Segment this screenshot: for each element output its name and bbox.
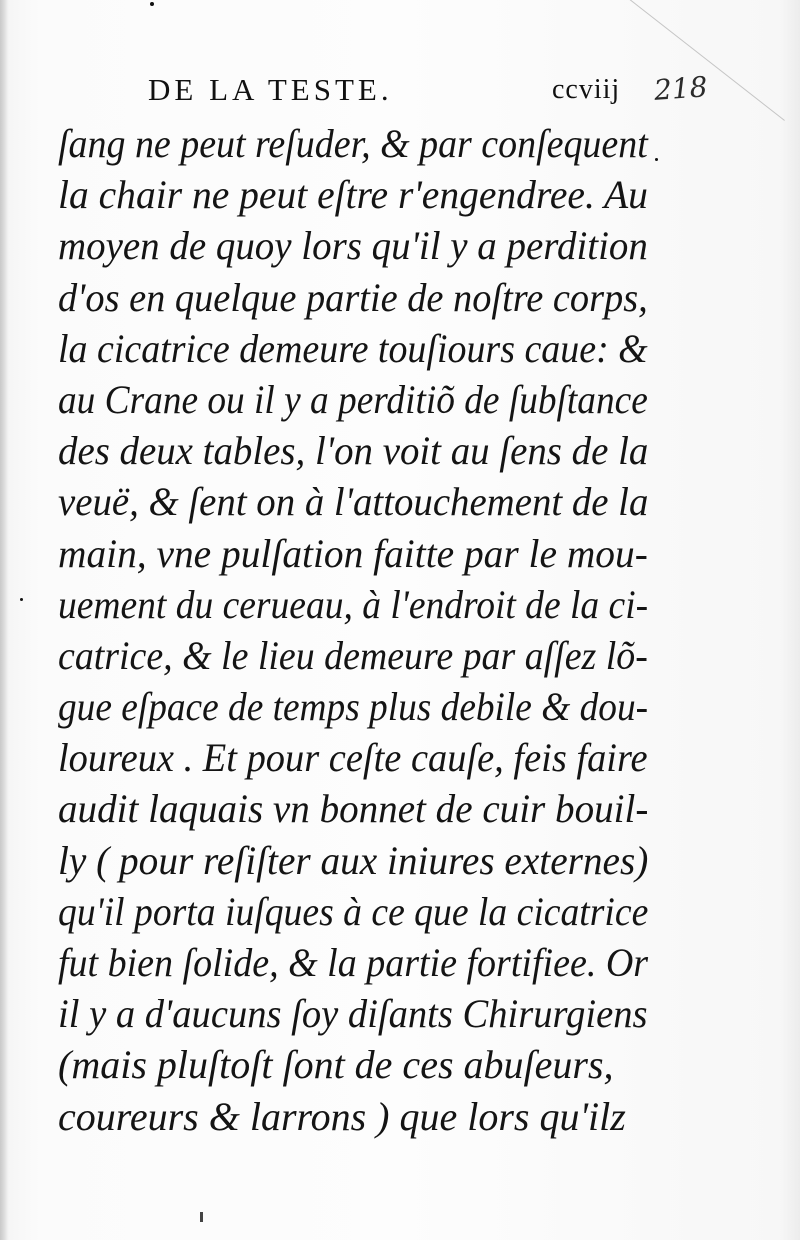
ink-speck <box>20 598 23 601</box>
text-line: coureurs & larrons ) que lors qu'ilz <box>58 1093 626 1139</box>
text-line: moyen de quoy lors qu'il y a perdition <box>58 223 648 269</box>
text-line: main, vne pulſation faitte par le mou- <box>58 530 648 576</box>
text-line: des deux tables, l'on voit au ſens de la <box>58 428 649 474</box>
running-head: DE LA TESTE. <box>148 72 393 107</box>
text-line: fut bien ſolide, & la partie fortifiee. Or <box>58 940 649 985</box>
text-line: veuë, & ſent on à l'attouchement de la <box>58 479 649 525</box>
text-line: d'os en quelque partie de noſtre corps, <box>58 274 648 320</box>
ink-speck <box>150 2 154 6</box>
handwritten-page-number: 218 <box>652 70 709 107</box>
text-line: ſang ne peut reſuder, & par conſequent <box>58 121 648 166</box>
folio-number: ccviij <box>552 74 621 105</box>
text-line: loureux . Et pour ceſte cauſe, feis faire <box>58 735 648 781</box>
text-line: (mais pluſtoſt ſont de ces abuſeurs, <box>58 1042 614 1088</box>
text-line: il y a d'aucuns ſoy diſants Chirurgiens <box>58 991 648 1037</box>
text-line: gue eſpace de temps plus debile & dou- <box>58 684 649 730</box>
ink-speck <box>655 158 658 161</box>
ink-mark <box>200 1212 203 1222</box>
body-text <box>58 118 648 1142</box>
text-line: la cicatrice demeure touſiours caue: & <box>58 325 648 371</box>
text-line: ly ( pour reſiſter aux iniures externes) <box>58 837 649 883</box>
text-line: la chair ne peut eſtre r'engendree. Au <box>58 172 648 218</box>
text-line: audit laquais vn bonnet de cuir bouil- <box>58 786 649 832</box>
text-line: catrice, & le lieu demeure par aſſez lõ- <box>58 632 648 678</box>
text-line: qu'il porta iuſques à ce que la cicatrice <box>58 888 649 934</box>
text-line: uement du cerueau, à l'endroit de la ci- <box>58 581 649 627</box>
text-line: au Crane ou il y a perditiõ de ſubſtance <box>58 376 648 422</box>
gutter-shadow <box>0 0 8 1240</box>
